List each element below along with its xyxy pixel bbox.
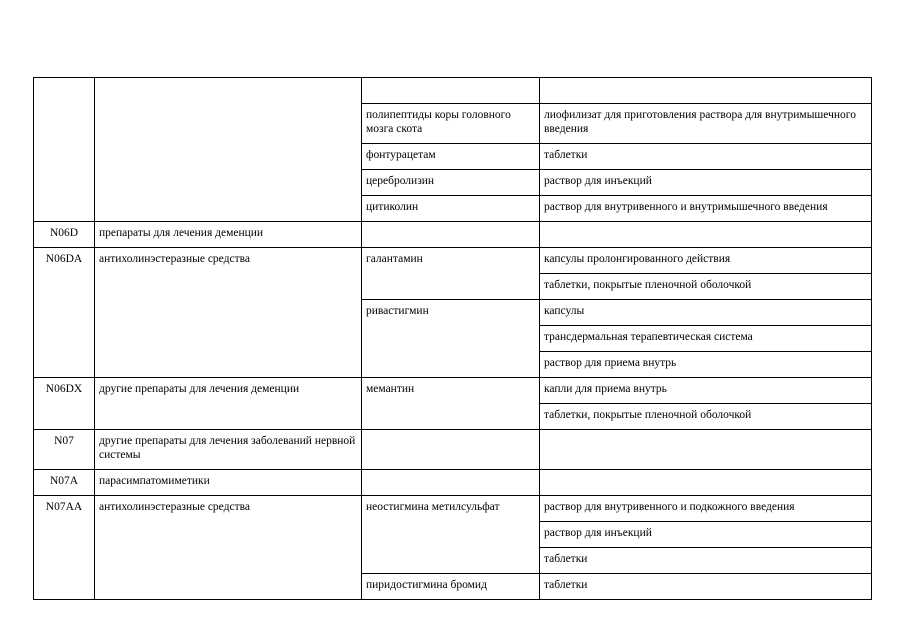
group-name-cell: другие препараты для лечения заболеваний нервной системы [95,430,362,470]
table-row [34,470,872,496]
table-row [34,222,872,248]
dosage-form-cell: трансдермальная терапевтическая система [540,326,872,352]
drug-name-cell: полипептиды коры головного мозга скота [362,104,540,144]
drug-name-cell: пиридостигмина бромид [362,574,540,600]
group-name-cell [95,78,362,222]
group-name-cell: парасимпатомиметики [95,470,362,496]
atc-code-cell [34,78,95,222]
dosage-form-cell: капли для приема внутрь [540,378,872,404]
drug-name-cell: ривастигмин [362,300,540,378]
drug-name-cell [362,470,540,496]
drug-name-cell: неостигмина метилсульфат [362,496,540,574]
dosage-form-cell: таблетки, покрытые пленочной оболочкой [540,274,872,300]
table-row [34,78,872,104]
atc-code-cell: N07AA [34,496,95,600]
atc-code-cell: N06D [34,222,95,248]
drug-name-cell: галантамин [362,248,540,300]
dosage-form-cell [540,78,872,104]
group-name-cell: антихолинэстеразные средства [95,248,362,378]
drug-name-cell: мемантин [362,378,540,430]
table-row [34,496,872,522]
dosage-form-cell: лиофилизат для приготовления раствора для внутримышечного введения [540,104,872,144]
table-row [34,430,872,470]
dosage-form-cell: таблетки [540,144,872,170]
dosage-form-cell: таблетки [540,574,872,600]
drug-name-cell: фонтурацетам [362,144,540,170]
dosage-form-cell [540,222,872,248]
dosage-form-cell: таблетки [540,548,872,574]
dosage-form-cell [540,470,872,496]
dosage-form-cell: раствор для инъекций [540,170,872,196]
table-row [34,248,872,274]
dosage-form-cell: капсулы пролонгированного действия [540,248,872,274]
drug-name-cell [362,430,540,470]
dosage-form-cell: раствор для внутривенного и внутримышечного введения [540,196,872,222]
dosage-form-cell: раствор для приема внутрь [540,352,872,378]
group-name-cell: препараты для лечения деменции [95,222,362,248]
dosage-form-cell: раствор для внутривенного и подкожного введения [540,496,872,522]
dosage-form-cell: раствор для инъекций [540,522,872,548]
drug-name-cell [362,78,540,104]
table-row [34,378,872,404]
atc-code-cell: N07 [34,430,95,470]
atc-code-cell: N06DX [34,378,95,430]
drug-name-cell: церебролизин [362,170,540,196]
drug-name-cell [362,222,540,248]
dosage-form-cell: таблетки, покрытые пленочной оболочкой [540,404,872,430]
medication-table [33,77,872,600]
drug-name-cell: цитиколин [362,196,540,222]
group-name-cell: антихолинэстеразные средства [95,496,362,600]
dosage-form-cell [540,430,872,470]
group-name-cell: другие препараты для лечения деменции [95,378,362,430]
dosage-form-cell: капсулы [540,300,872,326]
atc-code-cell: N07A [34,470,95,496]
atc-code-cell: N06DA [34,248,95,378]
